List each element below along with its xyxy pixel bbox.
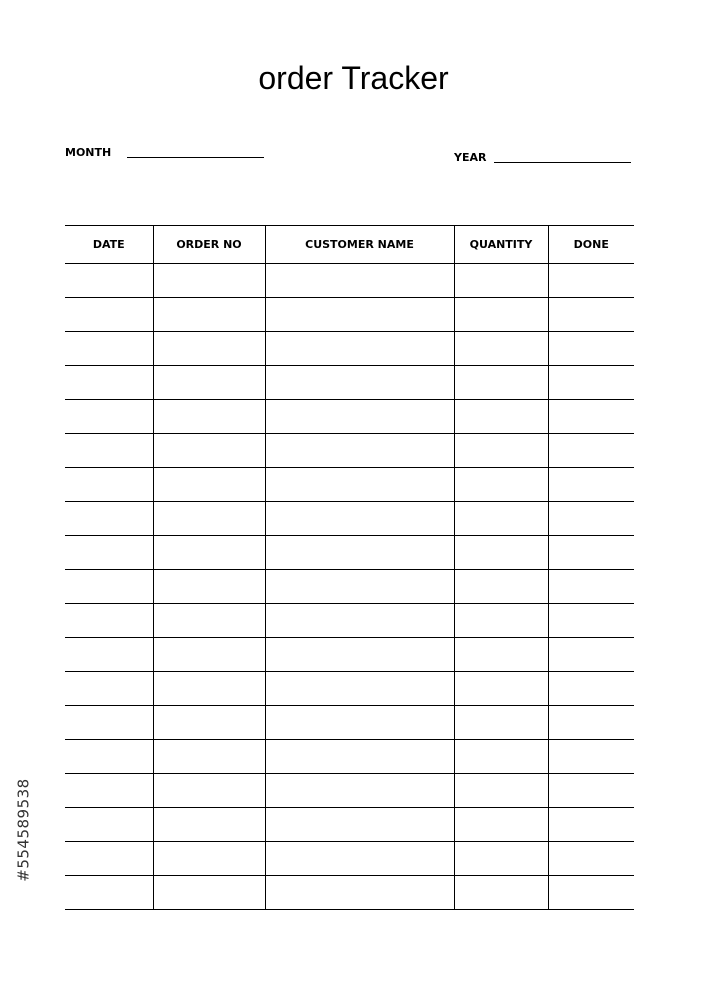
cell-done[interactable] [548, 400, 634, 434]
cell-customer-name[interactable] [265, 502, 454, 536]
table-row [65, 740, 634, 774]
cell-customer-name[interactable] [265, 774, 454, 808]
cell-date[interactable] [65, 536, 153, 570]
table-header-row [65, 226, 634, 264]
header-quantity: QUANTITY [454, 226, 548, 264]
cell-customer-name[interactable] [265, 536, 454, 570]
cell-order-no[interactable] [153, 740, 265, 774]
cell-quantity[interactable] [454, 264, 548, 298]
cell-customer-name[interactable] [265, 808, 454, 842]
cell-customer-name[interactable] [265, 400, 454, 434]
cell-quantity[interactable] [454, 298, 548, 332]
cell-quantity[interactable] [454, 672, 548, 706]
table-row [65, 264, 634, 298]
cell-customer-name[interactable] [265, 706, 454, 740]
cell-date[interactable] [65, 434, 153, 468]
cell-date[interactable] [65, 604, 153, 638]
header-done: DONE [548, 226, 634, 264]
cell-quantity[interactable] [454, 706, 548, 740]
cell-order-no[interactable] [153, 808, 265, 842]
month-input-line[interactable] [127, 157, 264, 158]
table-row [65, 366, 634, 400]
cell-quantity[interactable] [454, 808, 548, 842]
cell-order-no[interactable] [153, 876, 265, 910]
cell-order-no[interactable] [153, 638, 265, 672]
cell-done[interactable] [548, 366, 634, 400]
month-label: MONTH [65, 146, 112, 159]
cell-customer-name[interactable] [265, 876, 454, 910]
cell-done[interactable] [548, 774, 634, 808]
cell-done[interactable] [548, 842, 634, 876]
cell-quantity[interactable] [454, 842, 548, 876]
cell-quantity[interactable] [454, 876, 548, 910]
table-row [65, 536, 634, 570]
cell-date[interactable] [65, 638, 153, 672]
cell-done[interactable] [548, 706, 634, 740]
cell-done[interactable] [548, 468, 634, 502]
cell-quantity[interactable] [454, 604, 548, 638]
table-row [65, 842, 634, 876]
cell-order-no[interactable] [153, 570, 265, 604]
table-row [65, 706, 634, 740]
cell-customer-name[interactable] [265, 740, 454, 774]
cell-done[interactable] [548, 332, 634, 366]
page-title: order Tracker [258, 60, 449, 96]
cell-order-no[interactable] [153, 400, 265, 434]
cell-customer-name[interactable] [265, 298, 454, 332]
cell-date[interactable] [65, 706, 153, 740]
cell-done[interactable] [548, 638, 634, 672]
table-row [65, 570, 634, 604]
cell-customer-name[interactable] [265, 604, 454, 638]
cell-quantity[interactable] [454, 570, 548, 604]
cell-date[interactable] [65, 400, 153, 434]
cell-customer-name[interactable] [265, 570, 454, 604]
cell-done[interactable] [548, 740, 634, 774]
cell-order-no[interactable] [153, 672, 265, 706]
cell-done[interactable] [548, 264, 634, 298]
cell-quantity[interactable] [454, 332, 548, 366]
cell-date[interactable] [65, 808, 153, 842]
cell-order-no[interactable] [153, 468, 265, 502]
stock-id-watermark [13, 760, 35, 900]
cell-done[interactable] [548, 298, 634, 332]
cell-date[interactable] [65, 332, 153, 366]
cell-order-no[interactable] [153, 298, 265, 332]
table-row [65, 468, 634, 502]
header-date: DATE [65, 226, 153, 264]
cell-date[interactable] [65, 570, 153, 604]
cell-date[interactable] [65, 774, 153, 808]
table-row [65, 298, 634, 332]
cell-done[interactable] [548, 570, 634, 604]
table-row [65, 638, 634, 672]
header-customer-name: CUSTOMER NAME [265, 226, 454, 264]
cell-customer-name[interactable] [265, 468, 454, 502]
cell-quantity[interactable] [454, 536, 548, 570]
cell-order-no[interactable] [153, 706, 265, 740]
cell-date[interactable] [65, 502, 153, 536]
cell-done[interactable] [548, 536, 634, 570]
cell-date[interactable] [65, 468, 153, 502]
cell-done[interactable] [548, 604, 634, 638]
table-body [65, 264, 634, 910]
cell-customer-name[interactable] [265, 366, 454, 400]
cell-quantity[interactable] [454, 740, 548, 774]
cell-done[interactable] [548, 876, 634, 910]
cell-date[interactable] [65, 876, 153, 910]
cell-done[interactable] [548, 808, 634, 842]
cell-order-no[interactable] [153, 604, 265, 638]
table-row [65, 876, 634, 910]
cell-order-no[interactable] [153, 502, 265, 536]
year-label: YEAR [454, 151, 487, 164]
cell-order-no[interactable] [153, 842, 265, 876]
cell-done[interactable] [548, 502, 634, 536]
cell-done[interactable] [548, 672, 634, 706]
cell-quantity[interactable] [454, 502, 548, 536]
table-row [65, 502, 634, 536]
cell-date[interactable] [65, 298, 153, 332]
cell-customer-name[interactable] [265, 672, 454, 706]
table-row [65, 434, 634, 468]
cell-quantity[interactable] [454, 468, 548, 502]
cell-order-no[interactable] [153, 366, 265, 400]
cell-order-no[interactable] [153, 434, 265, 468]
cell-date[interactable] [65, 740, 153, 774]
cell-date[interactable] [65, 672, 153, 706]
table-row [65, 332, 634, 366]
cell-customer-name[interactable] [265, 264, 454, 298]
cell-quantity[interactable] [454, 434, 548, 468]
year-input-line[interactable] [494, 162, 631, 163]
cell-date[interactable] [65, 264, 153, 298]
cell-quantity[interactable] [454, 400, 548, 434]
cell-order-no[interactable] [153, 774, 265, 808]
table-row [65, 400, 634, 434]
table-row [65, 774, 634, 808]
cell-date[interactable] [65, 366, 153, 400]
cell-order-no[interactable] [153, 264, 265, 298]
cell-customer-name[interactable] [265, 434, 454, 468]
cell-done[interactable] [548, 434, 634, 468]
cell-customer-name[interactable] [265, 842, 454, 876]
stock-id-text: #554589538 [15, 778, 33, 882]
order-tracker-table [65, 225, 634, 910]
table-row [65, 672, 634, 706]
cell-order-no[interactable] [153, 332, 265, 366]
cell-quantity[interactable] [454, 774, 548, 808]
cell-date[interactable] [65, 842, 153, 876]
table-row [65, 808, 634, 842]
cell-quantity[interactable] [454, 366, 548, 400]
cell-customer-name[interactable] [265, 332, 454, 366]
header-order-no: ORDER NO [153, 226, 265, 264]
cell-quantity[interactable] [454, 638, 548, 672]
cell-customer-name[interactable] [265, 638, 454, 672]
cell-order-no[interactable] [153, 536, 265, 570]
table-row [65, 604, 634, 638]
